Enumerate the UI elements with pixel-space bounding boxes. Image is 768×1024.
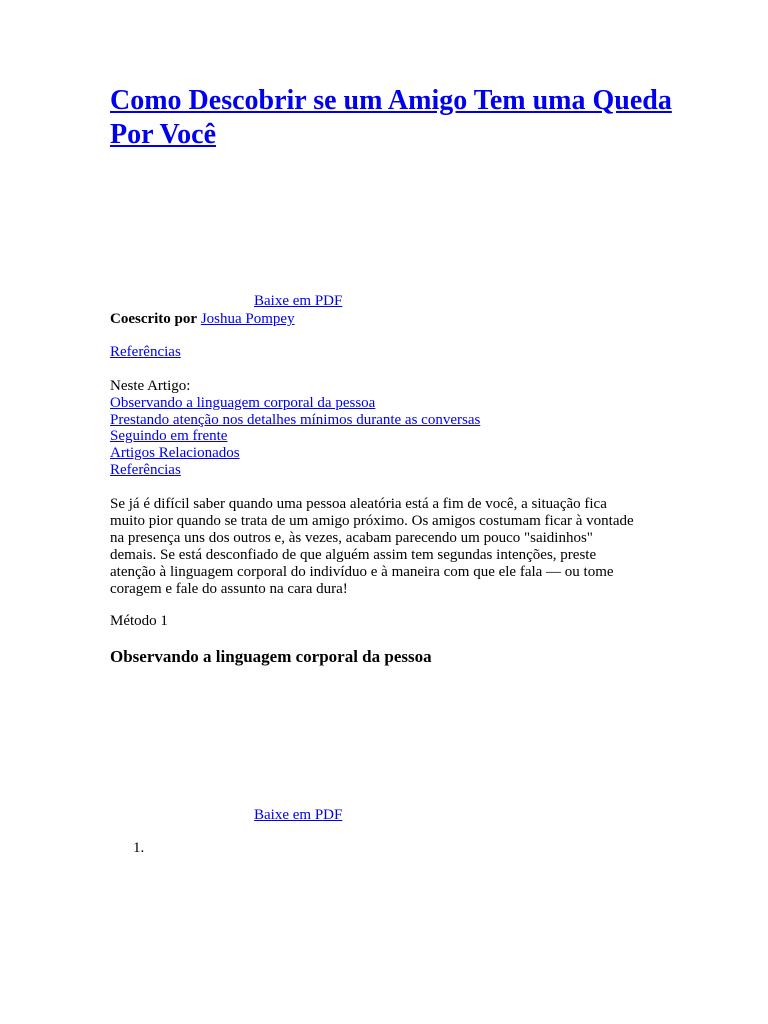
toc-item-body-language[interactable]: Observando a linguagem corporal da pessoa <box>110 394 376 411</box>
page-title <box>110 84 690 152</box>
toc-item-moving-on[interactable]: Seguindo em frente <box>110 428 228 445</box>
intro-line: Se já é difícil saber quando uma pessoa aleatória está a fim de você, a situação fica <box>110 496 607 512</box>
intro-line: demais. Se está desconfiado de que alguém assim tem segundas intenções, preste <box>110 547 597 563</box>
table-of-contents <box>110 378 480 479</box>
toc-item-conversation-details[interactable]: Prestando atenção nos detalhes mínimos durante as conversas <box>110 411 481 428</box>
byline <box>110 311 295 328</box>
intro-line: coragem e fale do assunto na cara dura! <box>110 581 348 597</box>
author-link[interactable]: Joshua Pompey <box>200 311 295 327</box>
method-heading: Observando a linguagem corporal da pessoa <box>110 647 432 666</box>
title-link[interactable]: Como Descobrir se um Amigo Tem uma Queda Por Você <box>110 85 672 150</box>
toc-item-related-articles[interactable]: Artigos Relacionados <box>110 445 240 462</box>
download-pdf-link[interactable]: Baixe em PDF <box>254 293 343 309</box>
intro-line: atenção à linguagem corporal do indivíduo e à maneira com que ele fala — ou tome <box>110 564 614 580</box>
intro-paragraph <box>110 496 655 598</box>
references-link[interactable]: Referências <box>110 344 181 360</box>
intro-line: muito pior quando se trata de um amigo próximo. Os amigos costumam ficar à vontade <box>110 513 634 529</box>
download-pdf-link[interactable]: Baixe em PDF <box>254 807 343 823</box>
byline-label: Coescrito por <box>110 311 198 327</box>
step-number: 1. <box>133 840 145 856</box>
toc-heading: Neste Artigo: <box>110 378 191 394</box>
toc-item-references[interactable]: Referências <box>110 461 181 478</box>
method-label: Método 1 <box>110 613 168 629</box>
intro-line: na presença uns dos outros e, às vezes, acabam parecendo um pouco "saidinhos" <box>110 530 593 546</box>
